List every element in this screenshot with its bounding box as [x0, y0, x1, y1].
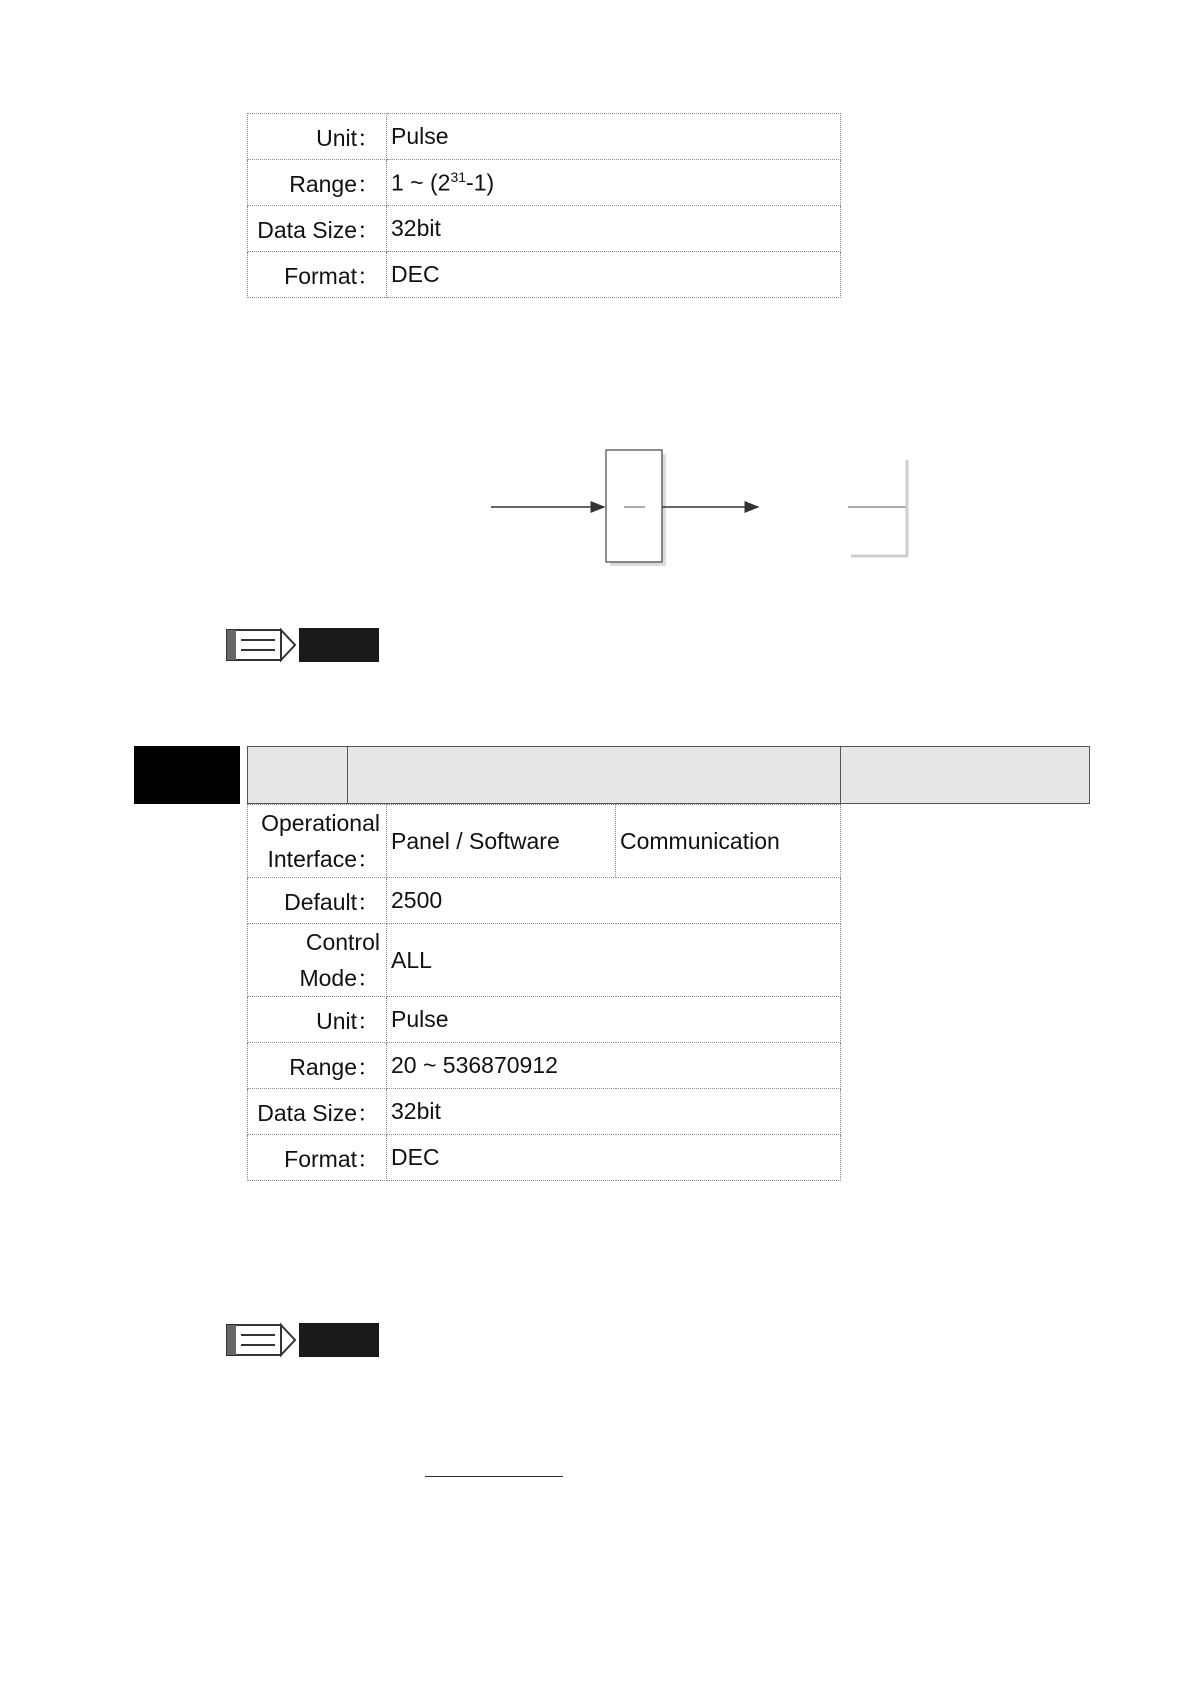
note-badge	[225, 626, 380, 664]
table-row	[248, 252, 841, 298]
table-row	[248, 924, 841, 997]
table-row	[248, 997, 841, 1043]
unit-label: Unit：	[248, 997, 387, 1043]
operational-interface-label: Operational Interface：	[248, 805, 387, 878]
note-tag	[299, 628, 379, 662]
header-cell-name	[347, 746, 842, 804]
control-mode-label: Control Mode：	[248, 924, 387, 997]
parameter-header	[134, 746, 1090, 804]
parameter-code-block	[134, 746, 240, 804]
parameter-table-2	[247, 804, 841, 1181]
data-size-label: Data Size：	[248, 1089, 387, 1135]
control-mode-value: ALL	[387, 924, 841, 997]
unit-label: Unit：	[248, 114, 387, 160]
data-size-value: 32bit	[387, 206, 841, 252]
table-row	[248, 1043, 841, 1089]
fraction-underline	[425, 1476, 563, 1477]
range-value: 20 ~ 536870912	[387, 1043, 841, 1089]
table-row	[248, 160, 841, 206]
format-value: DEC	[387, 252, 841, 298]
unit-value: Pulse	[387, 114, 841, 160]
note-badge	[225, 1321, 380, 1359]
table-row	[248, 206, 841, 252]
format-label: Format：	[248, 1135, 387, 1181]
format-label: Format：	[248, 252, 387, 298]
range-label: Range：	[248, 1043, 387, 1089]
table-row	[248, 1135, 841, 1181]
range-label: Range：	[248, 160, 387, 206]
table-row	[248, 805, 841, 878]
block-diagram	[0, 440, 1190, 600]
divider-block	[606, 450, 662, 562]
note-tag	[299, 1323, 379, 1357]
parameter-table-1	[247, 113, 841, 298]
unit-value: Pulse	[387, 997, 841, 1043]
data-size-label: Data Size：	[248, 206, 387, 252]
table-row	[248, 878, 841, 924]
format-value: DEC	[387, 1135, 841, 1181]
table-row	[248, 1089, 841, 1135]
header-cell-section	[840, 746, 1090, 804]
pencil-note-icon	[225, 626, 297, 664]
operational-interface-panel: Panel / Software	[387, 805, 616, 878]
range-value: 1 ~ $(2^{31}-1)$	[387, 160, 841, 206]
default-label: Default：	[248, 878, 387, 924]
header-cell-address	[247, 746, 349, 804]
data-size-value: 32bit	[387, 1089, 841, 1135]
pencil-note-icon	[225, 1321, 297, 1359]
operational-interface-comm: Communication	[616, 805, 841, 878]
default-value: 2500	[387, 878, 841, 924]
table-row	[248, 114, 841, 160]
